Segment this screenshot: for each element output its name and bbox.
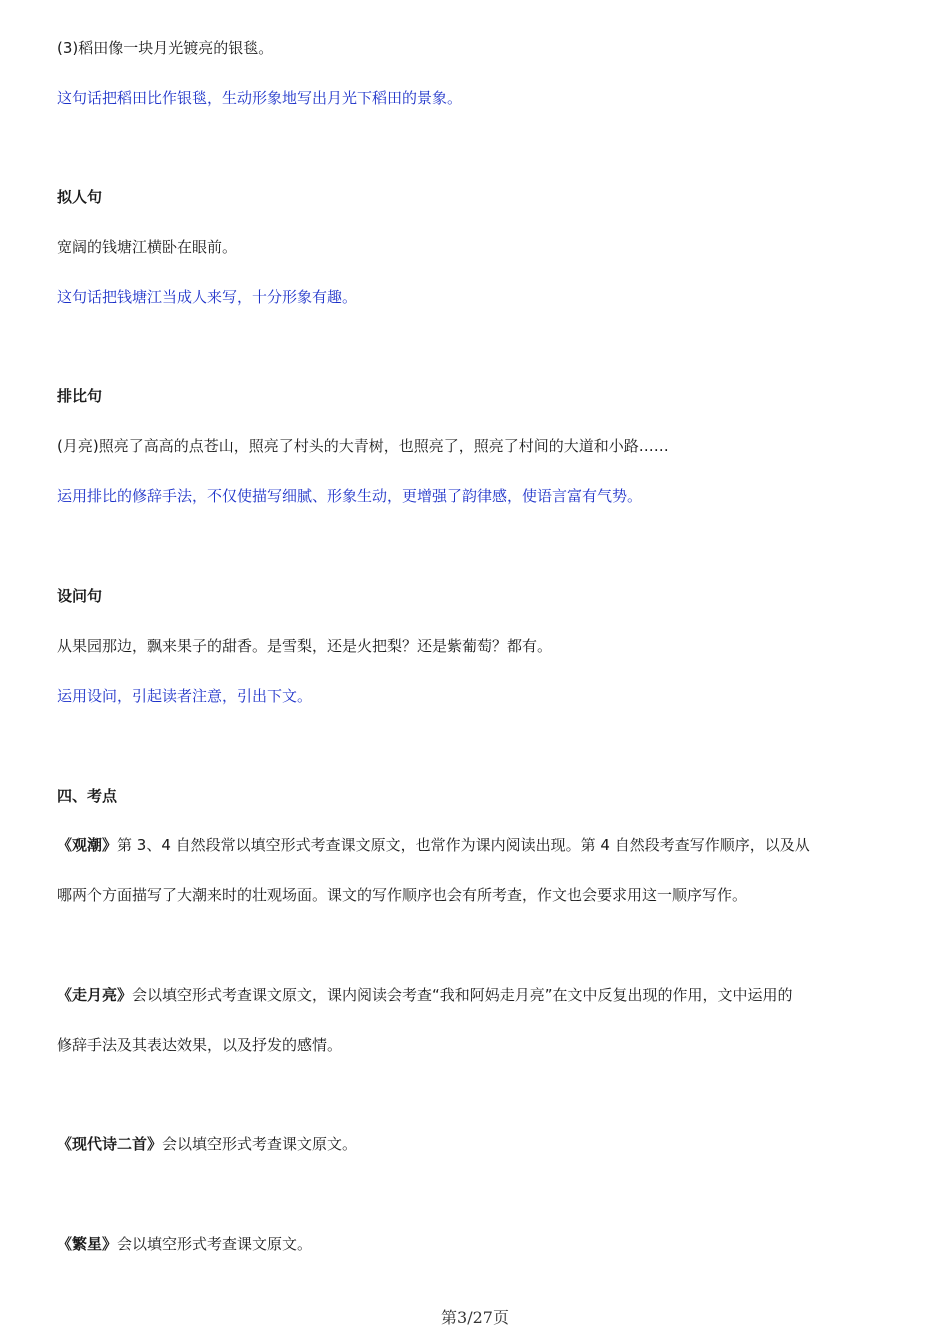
exam-point-zouyueliang-line2: 修辞手法及其表达效果，以及抒发的感情。 — [57, 1036, 343, 1054]
parallelism-heading: 排比句 — [57, 387, 103, 405]
metaphor-example: (3)稻田像一块月光镀亮的银毯。 — [57, 39, 274, 57]
personification-analysis: 这句话把钱塘江当成人来写，十分形象有趣。 — [57, 288, 358, 306]
rhetorical-question-analysis: 运用设问，引起读者注意，引出下文。 — [57, 687, 313, 705]
exam-point-fanxing — [57, 1234, 312, 1254]
exam-point-title: 《走月亮》 — [57, 986, 133, 1004]
rhetorical-question-heading: 设问句 — [57, 587, 103, 605]
parallelism-analysis: 运用排比的修辞手法，不仅使描写细腻、形象生动，更增强了韵律感，使语言富有气势。 — [57, 487, 643, 505]
exam-points-heading: 四、考点 — [57, 787, 118, 805]
exam-point-text: 会以填空形式考查课文原文，课内阅读会考查“我和阿妈走月亮”在文中反复出现的作用，文中运用的 — [132, 986, 793, 1004]
personification-heading: 拟人句 — [57, 188, 103, 206]
exam-point-text: 会以填空形式考查课文原文。 — [162, 1135, 358, 1153]
rhetorical-question-example: 从果园那边，飘来果子的甜香。是雪梨，还是火把梨？还是紫葡萄？都有。 — [57, 637, 553, 655]
exam-point-guanchao-line1 — [57, 835, 810, 855]
exam-point-zouyueliang-line1 — [57, 985, 793, 1005]
parallelism-example: (月亮)照亮了高高的点苍山，照亮了村头的大青树，也照亮了，照亮了村间的大道和小路…… — [57, 437, 669, 455]
exam-point-guanchao-line2: 哪两个方面描写了大潮来时的壮观场面。课文的写作顺序也会有所考查，作文也会要求用这一顺序写作。 — [57, 886, 748, 904]
exam-point-text: 第 3、4 自然段常以填空形式考查课文原文，也常作为课内阅读出现。第 4 自然段考查写作顺序，以及从 — [117, 836, 810, 854]
personification-example: 宽阔的钱塘江横卧在眼前。 — [57, 238, 238, 256]
metaphor-analysis: 这句话把稻田比作银毯，生动形象地写出月光下稻田的景象。 — [57, 89, 463, 107]
exam-point-text: 会以填空形式考查课文原文。 — [117, 1235, 313, 1253]
page-number: 第3/27页 — [441, 1308, 509, 1327]
exam-point-title: 《观潮》 — [57, 836, 118, 854]
exam-point-xiandaishi — [57, 1134, 357, 1154]
exam-point-title: 《繁星》 — [57, 1235, 118, 1253]
exam-point-title: 《现代诗二首》 — [57, 1135, 163, 1153]
